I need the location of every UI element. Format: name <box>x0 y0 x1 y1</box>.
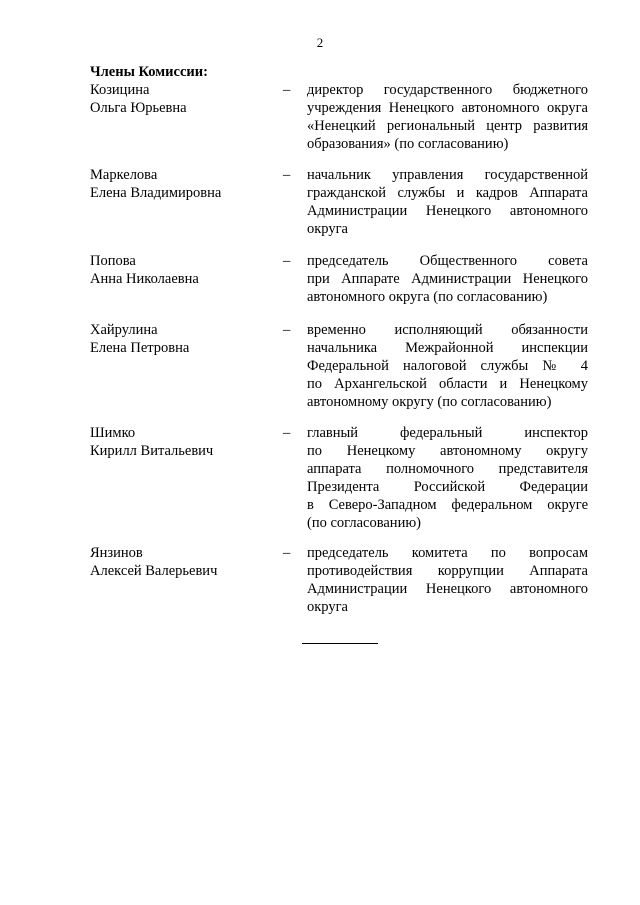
role-line: округа <box>307 221 348 237</box>
separator-dash: – <box>283 322 291 338</box>
role-line: временно исполняющий обязанности <box>307 322 588 338</box>
member-name <box>90 81 280 117</box>
role-line: Федеральной налоговой службы № 4 <box>307 358 588 374</box>
member-surname: Маркелова <box>90 167 158 183</box>
member-name <box>90 166 280 202</box>
separator-dash: – <box>283 253 291 269</box>
role-line: начальника Межрайонной инспекции <box>307 340 588 356</box>
separator-dash: – <box>283 167 291 183</box>
role-line: Администрации Ненецкого автономного <box>307 581 588 597</box>
page-number: 2 <box>316 35 324 50</box>
role-line: председатель Общественного совета <box>307 253 588 269</box>
member-role <box>307 252 588 306</box>
member-name <box>90 424 280 460</box>
member-role <box>307 166 588 238</box>
member-given-names: Ольга Юрьевна <box>90 100 187 116</box>
member-given-names: Кирилл Витальевич <box>90 443 214 459</box>
role-line: гражданской службы и кадров Аппарата <box>307 185 588 201</box>
role-line: по Ненецкому автономному округу <box>307 443 588 459</box>
role-line: «Ненецкий региональный центр развития <box>307 118 588 134</box>
separator-dash: – <box>283 425 291 441</box>
role-line: председатель комитета по вопросам <box>307 545 588 561</box>
section-heading: Члены Комиссии: <box>90 64 208 80</box>
role-line: директор государственного бюджетного <box>307 82 588 98</box>
role-line: образования» (по согласованию) <box>307 136 509 152</box>
role-line: в Северо-Западном федеральном округе <box>307 497 588 513</box>
separator-dash: – <box>283 545 291 561</box>
role-line: округа <box>307 599 348 615</box>
member-name <box>90 321 280 357</box>
closing-rule <box>302 643 378 644</box>
role-line: по Архангельской области и Ненецкому <box>307 376 588 392</box>
member-role <box>307 424 588 532</box>
member-given-names: Елена Владимировна <box>90 185 222 201</box>
member-surname: Попова <box>90 253 136 269</box>
role-line: автономному округу (по согласованию) <box>307 394 552 410</box>
role-line: автономного округа (по согласованию) <box>307 289 548 305</box>
role-line: (по согласованию) <box>307 515 421 531</box>
role-line: Президента Российской Федерации <box>307 479 588 495</box>
role-line: учреждения Ненецкого автономного округа <box>307 100 588 116</box>
role-line: аппарата полномочного представителя <box>307 461 588 477</box>
role-line: главный федеральный инспектор <box>307 425 588 441</box>
member-given-names: Алексей Валерьевич <box>90 563 218 579</box>
role-line: противодействия коррупции Аппарата <box>307 563 588 579</box>
member-surname: Хайрулина <box>90 322 158 338</box>
member-given-names: Анна Николаевна <box>90 271 199 287</box>
role-line: Администрации Ненецкого автономного <box>307 203 588 219</box>
member-given-names: Елена Петровна <box>90 340 190 356</box>
role-line: при Аппарате Администрации Ненецкого <box>307 271 588 287</box>
member-surname: Козицина <box>90 82 150 98</box>
role-line: начальник управления государственной <box>307 167 588 183</box>
member-name <box>90 252 280 288</box>
member-role <box>307 81 588 153</box>
member-surname: Янзинов <box>90 545 143 561</box>
member-role <box>307 321 588 411</box>
member-name <box>90 544 280 580</box>
member-role <box>307 544 588 616</box>
separator-dash: – <box>283 82 291 98</box>
member-surname: Шимко <box>90 425 136 441</box>
